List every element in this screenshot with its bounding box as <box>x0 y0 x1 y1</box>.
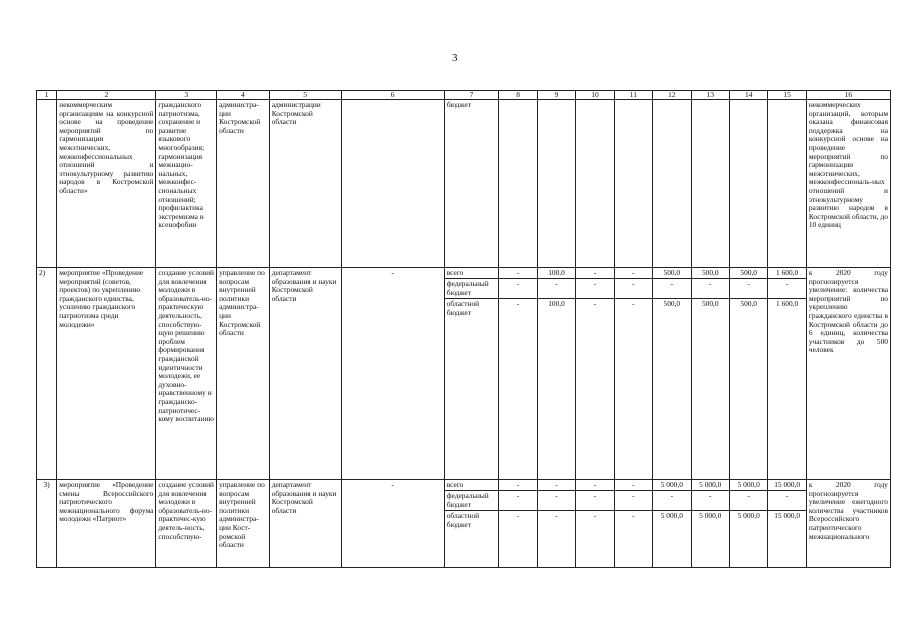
program-table <box>36 90 891 568</box>
value-cell <box>691 100 729 268</box>
header-cell: 12 <box>653 91 691 100</box>
dash-cell: - <box>341 268 444 480</box>
source-federal: федеральный бюджет <box>445 279 499 299</box>
header-cell: 4 <box>217 91 270 100</box>
value-cell: 500,0 - 500,0 <box>653 268 691 480</box>
header-cell: 9 <box>537 91 575 100</box>
value-cell: - - - <box>614 480 652 568</box>
source-regional: областной бюджет <box>446 299 480 317</box>
header-cell: 6 <box>341 91 444 100</box>
value-cell: - - - <box>576 268 614 480</box>
row-number-cell <box>37 100 57 268</box>
value-cell: 1 600,0 - 1 600,0 <box>768 268 806 480</box>
table-row <box>37 100 891 268</box>
header-cell: 7 <box>444 91 499 100</box>
source-cell <box>444 268 499 480</box>
source-total: всего <box>445 268 499 279</box>
value-cell: 5 000,0 - 5 000,0 <box>729 480 767 568</box>
value-cell <box>499 100 537 268</box>
page-number: 3 <box>452 52 458 64</box>
value-cell: 5 000,0 - 5 000,0 <box>691 480 729 568</box>
value-cell: 5 000,0 - 5 000,0 <box>653 480 691 568</box>
value-cell: - - - <box>499 480 537 568</box>
value-cell: 100,0 - 100,0 <box>537 268 575 480</box>
source-cell <box>444 480 499 568</box>
source-regional: областной бюджет <box>446 511 480 529</box>
goal-cell: создание условий для вовлечения молодежи в образователь-но-практическую деятельность, способствую-щую решению проблем формирования гражданской идентичности молодежи, ее духовно-нравственному и гражданско-патриотичес-кому воспитанию <box>156 268 217 480</box>
source-cell: бюджет <box>444 100 499 268</box>
value-cell <box>537 100 575 268</box>
coexecutor-cell: департамент образования и науки Костромской области <box>269 480 341 568</box>
value-cell <box>576 100 614 268</box>
dash-cell: - <box>341 480 444 568</box>
measure-name-cell: мероприятие «Проведение мероприятий (советов, проектов) по укреплению гражданского единства, усилению гражданского патриотизма среди молодежи» <box>57 268 156 480</box>
value-cell: - - - <box>499 268 537 480</box>
value-cell: 500,0 - 500,0 <box>691 268 729 480</box>
header-row <box>37 91 891 100</box>
value-cell <box>614 100 652 268</box>
measure-name-cell: некоммерческим организациям на конкурсной основе на проведение мероприятий по гармонизации межэтнических, межконфессиональных отношений и этнокультурному развитию народов в Костромской области» <box>57 100 156 268</box>
header-cell: 8 <box>499 91 537 100</box>
executor-cell: управление по вопросам внутренней политики администра-ции Кост-ромской области <box>217 480 270 568</box>
value-cell: - - - <box>614 268 652 480</box>
value-cell: - - - <box>576 480 614 568</box>
value-cell: 500,0 - 500,0 <box>729 268 767 480</box>
value-cell <box>768 100 806 268</box>
table-row <box>37 268 891 480</box>
value-cell: 15 000,0 - 15 000,0 <box>768 480 806 568</box>
value-cell <box>729 100 767 268</box>
source-total: всего <box>445 480 499 491</box>
header-cell: 2 <box>57 91 156 100</box>
header-cell: 16 <box>806 91 890 100</box>
row-number-cell: 2) <box>37 268 57 480</box>
goal-cell: создание условий для вовлечения молодежи в образователь-но-практичес-кую деятель-ность, способствую- <box>156 480 217 568</box>
header-cell: 13 <box>691 91 729 100</box>
coexecutor-cell: департамент образования и науки Костромской области <box>269 268 341 480</box>
header-cell: 1 <box>37 91 57 100</box>
header-cell: 3 <box>156 91 217 100</box>
header-cell: 14 <box>729 91 767 100</box>
header-cell: 5 <box>269 91 341 100</box>
coexecutor-cell: администрации Костромской области <box>269 100 341 268</box>
measure-name-cell: мероприятие «Проведение смены Всероссийского патриотического межнационального форума молодежи «Патриот» <box>57 480 156 568</box>
empty-cell <box>341 100 444 268</box>
executor-cell: администра-ции Костромской области <box>217 100 270 268</box>
result-cell: к 2020 году прогнозируется увеличение: количества мероприятий по укреплению гражданского единства в Костромской области до 6 единиц, количества участников до 500 человек <box>806 268 890 480</box>
result-cell: некоммерческих организаций, которым оказана финансовая поддержка на конкурсной основе на проведение мероприятий по гармонизации межэтнических, межконфессиональ-ных отношений и этнокультурному развитию народов в Костромской области, до 10 единиц <box>806 100 890 268</box>
header-cell: 11 <box>614 91 652 100</box>
row-number-cell: 3) <box>37 480 57 568</box>
header-cell: 10 <box>576 91 614 100</box>
goal-cell: гражданского патриотизма, сохранение и развитие языкового многообразия; гармонизация межнацио-нальных, межконфес-сиональных отношений; профилактика экстремизма и ксенофобии <box>156 100 217 268</box>
header-cell: 15 <box>768 91 806 100</box>
result-cell: к 2020 году прогнозируется увеличение ежегодного количества участников Всероссийского патриотического межнационального <box>806 480 890 568</box>
value-cell: - - - <box>537 480 575 568</box>
executor-cell: управление по вопросам внутренней политики администра-ции Костромской области <box>217 268 270 480</box>
source-federal: федеральный бюджет <box>445 491 499 511</box>
value-cell <box>653 100 691 268</box>
table-row <box>37 480 891 568</box>
